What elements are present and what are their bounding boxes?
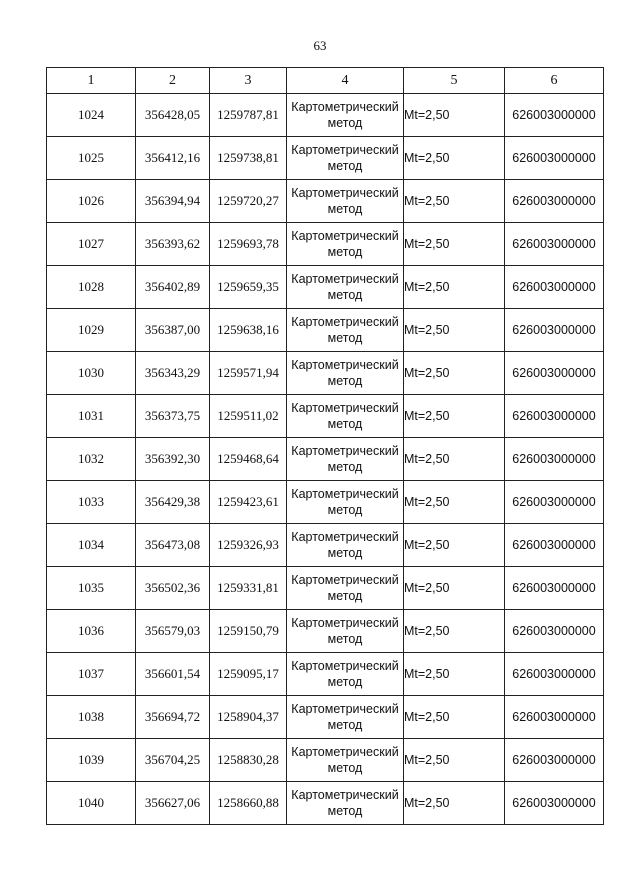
code-cell: 626003000000: [505, 782, 604, 825]
point-number-cell: 1027: [47, 223, 136, 266]
accuracy-cell: Mt=2,50: [404, 94, 505, 137]
method-line-2: метод: [327, 675, 363, 689]
point-number-cell: 1029: [47, 309, 136, 352]
coordinate-y-cell: 1258904,37: [210, 696, 287, 739]
table-row: [47, 782, 604, 825]
method-line-1: Картометрический: [291, 272, 399, 286]
coordinate-x-cell: 356373,75: [136, 395, 210, 438]
code-cell: 626003000000: [505, 309, 604, 352]
coordinate-y-cell: 1259150,79: [210, 610, 287, 653]
method-cell: [287, 137, 404, 180]
coordinate-y-cell: 1259638,16: [210, 309, 287, 352]
point-number-cell: 1028: [47, 266, 136, 309]
method-line-1: Картометрический: [291, 530, 399, 544]
coordinate-x-cell: 356579,03: [136, 610, 210, 653]
method-line-2: метод: [327, 632, 363, 646]
coordinate-y-cell: 1258660,88: [210, 782, 287, 825]
method-line-1: Картометрический: [291, 401, 399, 415]
code-cell: 626003000000: [505, 567, 604, 610]
point-number-cell: 1034: [47, 524, 136, 567]
accuracy-cell: Mt=2,50: [404, 653, 505, 696]
accuracy-cell: Mt=2,50: [404, 782, 505, 825]
method-line-2: метод: [327, 804, 363, 818]
accuracy-cell: Mt=2,50: [404, 395, 505, 438]
method-line-1: Картометрический: [291, 745, 399, 759]
code-cell: 626003000000: [505, 524, 604, 567]
accuracy-cell: Mt=2,50: [404, 567, 505, 610]
page-number: 63: [313, 38, 327, 53]
coordinate-x-cell: 356704,25: [136, 739, 210, 782]
method-cell: [287, 180, 404, 223]
method-line-2: метод: [327, 331, 363, 345]
method-line-2: метод: [327, 417, 363, 431]
table-row: [47, 223, 604, 266]
accuracy-cell: Mt=2,50: [404, 438, 505, 481]
column-header: 2: [136, 68, 210, 94]
point-number-cell: 1037: [47, 653, 136, 696]
table-row: [47, 567, 604, 610]
coordinate-y-cell: 1259326,93: [210, 524, 287, 567]
table-header-row: [47, 68, 604, 94]
point-number-cell: 1025: [47, 137, 136, 180]
code-cell: 626003000000: [505, 266, 604, 309]
method-line-1: Картометрический: [291, 143, 399, 157]
coordinate-y-cell: 1259468,64: [210, 438, 287, 481]
method-line-2: метод: [327, 288, 363, 302]
accuracy-cell: Mt=2,50: [404, 223, 505, 266]
coordinate-y-cell: 1259571,94: [210, 352, 287, 395]
code-cell: 626003000000: [505, 481, 604, 524]
code-cell: 626003000000: [505, 739, 604, 782]
method-cell: [287, 266, 404, 309]
method-cell: [287, 696, 404, 739]
code-cell: 626003000000: [505, 610, 604, 653]
column-header: 5: [404, 68, 505, 94]
point-number-cell: 1024: [47, 94, 136, 137]
coordinate-x-cell: 356601,54: [136, 653, 210, 696]
coordinate-x-cell: 356392,30: [136, 438, 210, 481]
method-line-1: Картометрический: [291, 487, 399, 501]
accuracy-cell: Mt=2,50: [404, 180, 505, 223]
table-row: [47, 524, 604, 567]
method-cell: [287, 395, 404, 438]
point-number-cell: 1031: [47, 395, 136, 438]
coordinate-y-cell: 1259423,61: [210, 481, 287, 524]
coordinate-y-cell: 1259095,17: [210, 653, 287, 696]
table-row: [47, 180, 604, 223]
point-number-cell: 1033: [47, 481, 136, 524]
table-row: [47, 352, 604, 395]
accuracy-cell: Mt=2,50: [404, 696, 505, 739]
method-line-1: Картометрический: [291, 229, 399, 243]
coordinate-x-cell: 356393,62: [136, 223, 210, 266]
point-number-cell: 1026: [47, 180, 136, 223]
point-number-cell: 1039: [47, 739, 136, 782]
method-cell: [287, 524, 404, 567]
method-line-2: метод: [327, 374, 363, 388]
accuracy-cell: Mt=2,50: [404, 481, 505, 524]
method-cell: [287, 94, 404, 137]
accuracy-cell: Mt=2,50: [404, 610, 505, 653]
code-cell: 626003000000: [505, 223, 604, 266]
table-row: [47, 137, 604, 180]
coordinate-y-cell: 1259693,78: [210, 223, 287, 266]
code-cell: 626003000000: [505, 137, 604, 180]
method-line-2: метод: [327, 245, 363, 259]
table-row: [47, 739, 604, 782]
table-row: [47, 438, 604, 481]
point-number-cell: 1038: [47, 696, 136, 739]
method-line-1: Картометрический: [291, 444, 399, 458]
method-line-2: метод: [327, 546, 363, 560]
accuracy-cell: Mt=2,50: [404, 352, 505, 395]
coordinate-x-cell: 356627,06: [136, 782, 210, 825]
coordinate-x-cell: 356394,94: [136, 180, 210, 223]
point-number-cell: 1030: [47, 352, 136, 395]
accuracy-cell: Mt=2,50: [404, 739, 505, 782]
method-line-2: метод: [327, 589, 363, 603]
method-line-2: метод: [327, 718, 363, 732]
method-line-1: Картометрический: [291, 358, 399, 372]
method-line-2: метод: [327, 116, 363, 130]
point-number-cell: 1036: [47, 610, 136, 653]
coordinate-x-cell: 356429,38: [136, 481, 210, 524]
method-line-1: Картометрический: [291, 659, 399, 673]
table-row: [47, 395, 604, 438]
code-cell: 626003000000: [505, 94, 604, 137]
code-cell: 626003000000: [505, 180, 604, 223]
method-cell: [287, 309, 404, 352]
coordinates-table: [46, 67, 604, 825]
method-cell: [287, 782, 404, 825]
method-cell: [287, 352, 404, 395]
coordinate-x-cell: 356343,29: [136, 352, 210, 395]
accuracy-cell: Mt=2,50: [404, 309, 505, 352]
column-header: 1: [47, 68, 136, 94]
method-line-2: метод: [327, 159, 363, 173]
coordinate-x-cell: 356387,00: [136, 309, 210, 352]
coordinate-x-cell: 356694,72: [136, 696, 210, 739]
coordinate-x-cell: 356473,08: [136, 524, 210, 567]
column-header: 6: [505, 68, 604, 94]
coordinate-x-cell: 356428,05: [136, 94, 210, 137]
point-number-cell: 1040: [47, 782, 136, 825]
point-number-cell: 1035: [47, 567, 136, 610]
method-cell: [287, 610, 404, 653]
table-row: [47, 610, 604, 653]
coordinate-x-cell: 356402,89: [136, 266, 210, 309]
coordinate-y-cell: 1259720,27: [210, 180, 287, 223]
table-row: [47, 481, 604, 524]
method-cell: [287, 223, 404, 266]
coordinate-x-cell: 356412,16: [136, 137, 210, 180]
method-line-2: метод: [327, 202, 363, 216]
column-header: 3: [210, 68, 287, 94]
accuracy-cell: Mt=2,50: [404, 524, 505, 567]
code-cell: 626003000000: [505, 352, 604, 395]
coordinate-x-cell: 356502,36: [136, 567, 210, 610]
method-line-1: Картометрический: [291, 573, 399, 587]
code-cell: 626003000000: [505, 395, 604, 438]
coordinate-y-cell: 1259331,81: [210, 567, 287, 610]
method-line-2: метод: [327, 761, 363, 775]
method-line-1: Картометрический: [291, 186, 399, 200]
accuracy-cell: Mt=2,50: [404, 137, 505, 180]
code-cell: 626003000000: [505, 696, 604, 739]
coordinate-y-cell: 1259738,81: [210, 137, 287, 180]
method-line-1: Картометрический: [291, 788, 399, 802]
code-cell: 626003000000: [505, 653, 604, 696]
code-cell: 626003000000: [505, 438, 604, 481]
method-line-2: метод: [327, 503, 363, 517]
table-row: [47, 94, 604, 137]
table-row: [47, 266, 604, 309]
coordinate-y-cell: 1258830,28: [210, 739, 287, 782]
method-line-2: метод: [327, 460, 363, 474]
table-body: [47, 94, 604, 825]
coordinate-y-cell: 1259511,02: [210, 395, 287, 438]
method-cell: [287, 438, 404, 481]
point-number-cell: 1032: [47, 438, 136, 481]
accuracy-cell: Mt=2,50: [404, 266, 505, 309]
method-cell: [287, 739, 404, 782]
method-cell: [287, 653, 404, 696]
table-row: [47, 309, 604, 352]
coordinate-y-cell: 1259659,35: [210, 266, 287, 309]
method-line-1: Картометрический: [291, 100, 399, 114]
method-cell: [287, 481, 404, 524]
method-line-1: Картометрический: [291, 702, 399, 716]
method-line-1: Картометрический: [291, 315, 399, 329]
method-cell: [287, 567, 404, 610]
table-row: [47, 653, 604, 696]
coordinate-y-cell: 1259787,81: [210, 94, 287, 137]
method-line-1: Картометрический: [291, 616, 399, 630]
column-header: 4: [287, 68, 404, 94]
table-row: [47, 696, 604, 739]
